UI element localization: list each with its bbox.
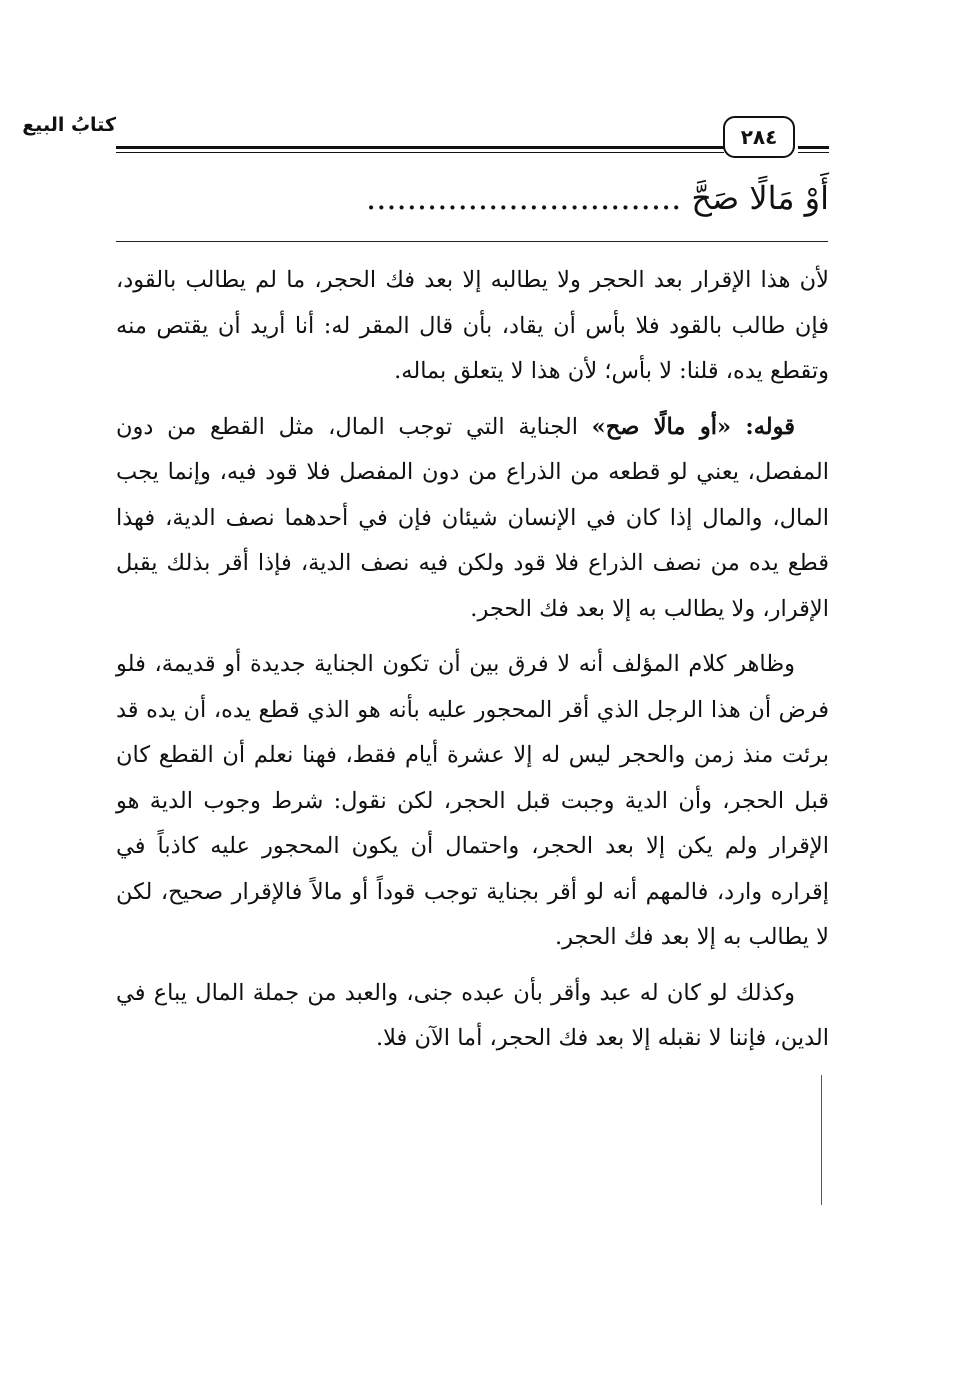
paragraph-text: الجناية التي توجب المال، مثل القطع من دون المفصل، يعني لو قطعه من الذراع من دون المفصل فلا قود فيه، وإنما يجب المال، والمال إذا كان في الإنسان شيئان فإن في أحدهما نصف الدية، فهذا قطع يده من نصف الذراع فلا قود ولكن فيه نصف الدية، فإذا أقر بذلك يقبل الإقرار، ولا يطالب به إلا بعد فك الحجر.	[116, 413, 829, 622]
page-header: كتابُ البيع ٢٨٤	[116, 108, 829, 158]
matn-separator	[116, 241, 828, 242]
header-rule-left	[116, 146, 724, 153]
scan-margin-line	[821, 1075, 822, 1205]
commentary-body	[116, 258, 829, 1072]
paragraph	[116, 405, 829, 633]
page-number: ٢٨٤	[723, 116, 795, 158]
header-rule-right	[798, 146, 829, 153]
matn-line	[116, 168, 829, 228]
matn-dots: ...............................	[366, 179, 682, 217]
paragraph: وظاهر كلام المؤلف أنه لا فرق بين أن تكون الجناية جديدة أو قديمة، فلو فرض أن هذا الرجل الذي أقر المحجور عليه بأنه هو الذي قطع يده، أن يده قد برئت منذ زمن والحجر ليس له إلا عشرة أيام فقط، فهنا نعلم أن القطع كان قبل الحجر، وأن الدية وجبت قبل الحجر، لكن نقول: شرط وجوب الدية هو الإقرار ولم يكن إلا بعد الحجر، واحتمال أن يكون المحجور عليه كاذباً في إقراره وارد، فالمهم أنه لو أقر بجناية توجب قوداً أو مالاً فالإقرار صحيح، لكن لا يطالب به إلا بعد فك الحجر.	[116, 651, 829, 950]
matn-text: أَوْ مَالًا صَحَّ	[691, 179, 829, 217]
quoted-keyword: قوله: «أو مالًا صح»	[591, 413, 795, 440]
paragraph: لأن هذا الإقرار بعد الحجر ولا يطالبه إلا بعد فك الحجر، ما لم يطالب بالقود، فإن طالب بالقود فلا بأس أن يقاد، بأن قال المقر له: أنا أريد أن يقتص منه وتقطع يده، قلنا: لا بأس؛ لأن هذا لا يتعلق بماله.	[116, 267, 829, 384]
paragraph: وكذلك لو كان له عبد وأقر بأن عبده جنى، والعبد من جملة المال يباع في الدين، فإننا لا نقبله إلا بعد فك الحجر، أما الآن فلا.	[116, 979, 829, 1051]
